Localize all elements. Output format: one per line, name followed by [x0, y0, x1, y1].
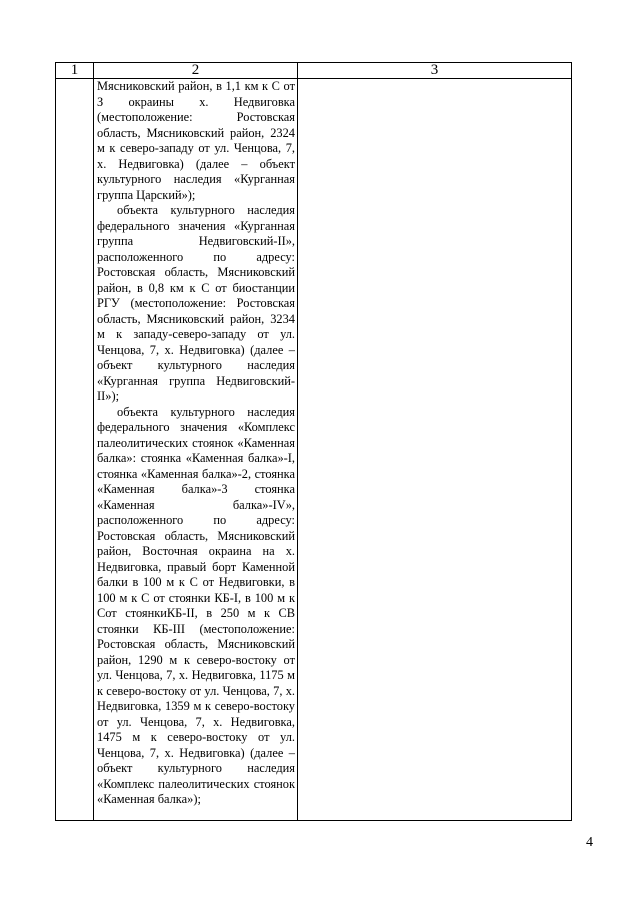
- paragraph-2: объекта культурного наследия федерального значения «Курганная группа Недвиговский-II», расположенного по адресу: Ростовская область, Мясниковский район, в 0,8 км к С от биостанции РГУ (местоположение: Ростовская область, Мясниковский район, 3234 м к западу-северо-западу от ул. Ченцова, 7, х. Недвиговка) (далее – объект культурного наследия «Курганная группа Недвиговский-II»);: [97, 203, 295, 403]
- cell-column-2: [94, 79, 298, 821]
- cell-column-3: [298, 79, 572, 821]
- cell-column-1: [56, 79, 94, 821]
- column-header-3: 3: [298, 63, 572, 79]
- header-row: [56, 63, 572, 79]
- column-header-2: 2: [94, 63, 298, 79]
- paragraph-3: объекта культурного наследия федерального значения «Комплекс палеолитических стоянок «Каменная балка»: стоянка «Каменная балка»-I, стоянка «Каменная балка»-2, стоянка «Каменная балка»-3 стоянка «Каменная балка»-IV», расположенного по адресу: Ростовская область, Мясниковский район, Восточная окраина на х. Недвиговка, правый борт Каменной балки в 100 м к С от Недвиговки, в 100 м к С от стоянки КБ-I, в 100 м к Сот стоянкиКБ-II, в 250 м к СВ стоянки КБ-III (местоположение: Ростовская область, Мясниковский район, 1290 м к северо-востоку от ул. Ченцова, 7, х. Недвиговка, 1175 м к северо-востоку от ул. Ченцова, 7, х. Недвиговка, 1359 м к северо-востоку от ул. Ченцова, 7, х. Недвиговка, 1475 м к северо-востоку от ул. Ченцова, 7, х. Недвиговка) (далее – объект культурного наследия «Комплекс палеолитических стоянок «Каменная балка»);: [97, 404, 295, 806]
- document-table: [55, 62, 572, 821]
- column-header-1: 1: [56, 63, 94, 79]
- page-number: 4: [586, 835, 593, 850]
- cell-text-block: [94, 79, 297, 820]
- table-row: [56, 79, 572, 821]
- paragraph-1: Мясниковский район, в 1,1 км к С от З окраины х. Недвиговка (местоположение: Ростовская область, Мясниковский район, 2324 м к северо-западу от ул. Ченцова, 7, х. Недвиговка) (далее – объект культурного наследия «Курганная группа Царский»);: [97, 79, 295, 202]
